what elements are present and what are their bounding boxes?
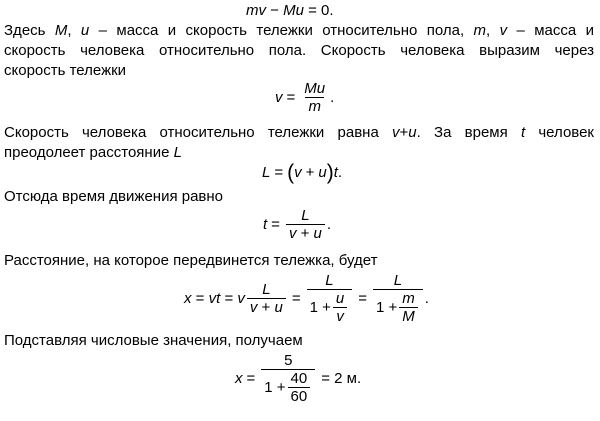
paragraph-line: преодолеет расстояние L: [4, 144, 182, 161]
inner-fraction: $\frac{m}{M}$: [399, 290, 418, 325]
numerator: L: [301, 207, 310, 224]
numerator: Mu: [304, 80, 326, 97]
paragraph-line: Отсюда время движения равно: [4, 188, 224, 205]
denominator: v + u: [286, 224, 325, 242]
paragraph-line: Подставляя числовые значения, получаем: [4, 332, 303, 349]
equation-lhs: v: [275, 88, 283, 106]
equation-distance: L = ( v + u ) t .: [262, 161, 343, 184]
equation-momentum: [246, 2, 334, 20]
fraction: [301, 80, 328, 115]
equation-lhs: x = vt = v: [184, 289, 245, 307]
fraction: 5 1 + $\frac{40}{60}$: [261, 352, 315, 405]
fraction: L 1 + $\frac{m}{M}$: [373, 272, 423, 325]
fraction: [286, 207, 325, 242]
denominator: m: [305, 97, 324, 115]
fraction: $\frac{L}{v + u}$: [247, 281, 286, 316]
inner-fraction: $\frac{40}{60}$: [288, 370, 311, 405]
fraction: L 1 + $\frac{u}{v}$: [307, 272, 353, 325]
equation-result: x = 5 1 + $\frac{40}{60}$ = 2 м.: [235, 352, 362, 405]
result: = 2 м.: [321, 369, 362, 387]
paragraph-line: Скорость человека относительно тележки равна v+u. За время t человек: [4, 124, 594, 141]
equation-end: .: [330, 88, 335, 106]
paragraph-line: Расстояние, на которое передвинется тележка, будет: [4, 252, 378, 269]
equation-time: t = $\frac{L}{v + u}$ .: [263, 207, 332, 242]
equation-cart-displacement: x = vt = v $\frac{L}{v + u}$ = L 1 + $\frac{u}{v}$ = L 1 + $\frac{m}{M}$ .: [184, 272, 429, 325]
paragraph-line: Здесь M, u – масса и скорость тележки относительно пола, m, v – масса и: [4, 22, 594, 39]
paragraph-line: скорость тележки: [4, 62, 127, 79]
equation-text: mv − Mu = 0.: [246, 2, 334, 19]
equation-velocity: v = $\frac{Mu}{m}$ .: [275, 80, 335, 115]
inner-fraction: $\frac{u}{v}$: [333, 290, 347, 325]
paragraph-line: скорость человека относительно пола. Скорость человека выразим через: [4, 42, 594, 59]
